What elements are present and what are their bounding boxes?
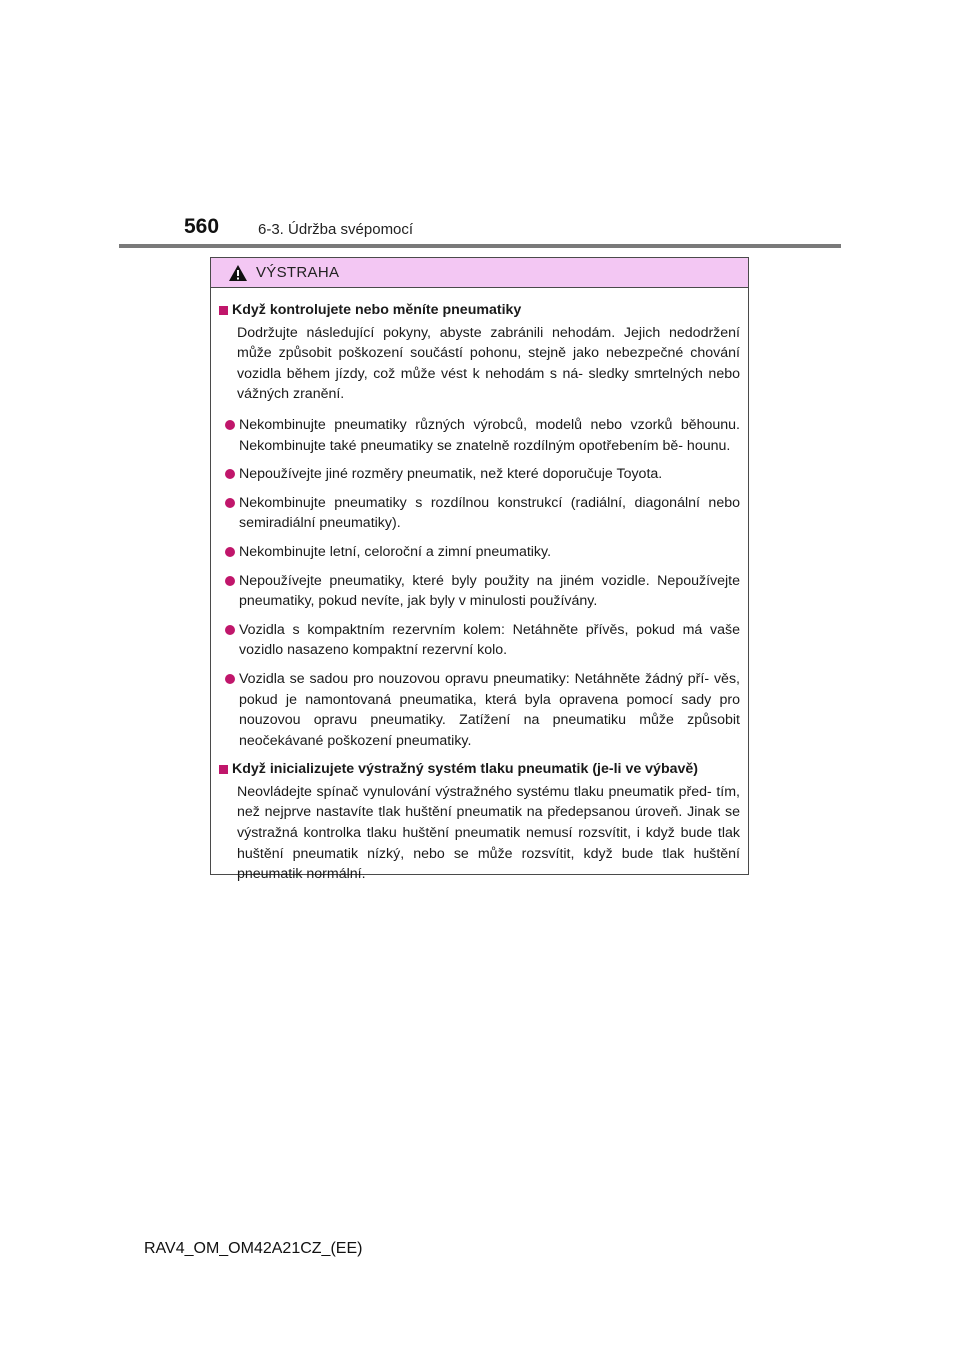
list-item	[219, 542, 740, 563]
header-divider	[119, 244, 841, 248]
square-bullet-icon	[219, 765, 228, 774]
list-item	[219, 464, 740, 485]
round-bullet-icon	[225, 469, 235, 479]
round-bullet-icon	[225, 576, 235, 586]
list-item	[219, 571, 740, 612]
section-heading-text: Když kontrolujete nebo měníte pneumatiky	[232, 302, 522, 318]
round-bullet-icon	[225, 547, 235, 557]
round-bullet-icon	[225, 674, 235, 684]
list-item-text: Nekombinujte letní, celoroční a zimní pneumatiky.	[239, 543, 552, 560]
section-heading-tpms	[219, 759, 740, 780]
list-item	[219, 669, 740, 751]
list-item-text: Nekombinujte pneumatiky různých výrobců, modelů nebo vzorků běhounu. Nekombinujte také pneumatiky se znatelně rozdílným opotřebením bě- hounu.	[239, 416, 740, 454]
section-title: 6-3. Údržba svépomocí	[258, 221, 414, 238]
section-heading-text: Když inicializujete výstražný systém tlaku pneumatik (je-li ve výbavě)	[232, 761, 699, 778]
round-bullet-icon	[225, 420, 235, 430]
list-item	[219, 620, 740, 661]
warning-box	[210, 257, 749, 883]
tpms-paragraph: Neovládejte spínač vynulování výstražného systému tlaku pneumatik před- tím, než nejprve nastavíte tlak huštění pneumatik na předepsanou úroveň. Jinak se výstražná kontrolka tlaku huštění pneumatik nemusí rozsvítit, i když bude tlak huštění pneumatik nízký, nebo se může rozsvítit, když bude tlak huštění pneumatik normální.	[237, 783, 740, 883]
warning-body	[211, 288, 748, 885]
list-item	[219, 493, 740, 534]
list-item	[219, 415, 740, 456]
page-number: 560	[184, 215, 220, 238]
section-heading-tire-check	[219, 300, 740, 321]
list-item-text: Nekombinujte pneumatiky s rozdílnou konstrukcí (radiální, diagonální nebo semiradiální pneumatiky).	[239, 494, 740, 532]
warning-header	[211, 258, 748, 288]
round-bullet-icon	[225, 625, 235, 635]
round-bullet-icon	[225, 498, 235, 508]
list-item-text: Nepoužívejte jiné rozměry pneumatik, než které doporučuje Toyota.	[239, 466, 663, 483]
list-item-text: Vozidla s kompaktním rezervním kolem: Netáhněte přívěs, pokud má vaše vozidlo nasazeno kompaktní rezervní kolo.	[239, 621, 740, 659]
square-bullet-icon	[219, 306, 228, 315]
list-item-text: Vozidla se sadou pro nouzovou opravu pneumatiky: Netáhněte žádný pří- věs, pokud je namontovaná pneumatika, která byla opravena pomocí sady pro nouzovou opravu pneumatiky. Zatížení na pneumatiku může způsobit neočekávané poškození pneumatiky.	[239, 670, 740, 749]
intro-paragraph: Dodržujte následující pokyny, abyste zabránili nehodám. Jejich nedodržení může způsobit poškození součástí pohonu, stejně jako nebezpečné chování vozidla během jízdy, což může vést k nehodám s ná- sledky smrtelných nebo vážných zranění.	[237, 324, 740, 403]
warning-title: VÝSTRAHA	[256, 264, 340, 281]
document-code: RAV4_OM_OM42A21CZ_(EE)	[144, 1240, 363, 1257]
warning-triangle-icon	[228, 264, 248, 282]
list-item-text: Nepoužívejte pneumatiky, které byly použity na jiném vozidle. Nepoužívejte pneumatiky, pokud nevíte, jak byly v minulosti používány.	[239, 572, 740, 610]
